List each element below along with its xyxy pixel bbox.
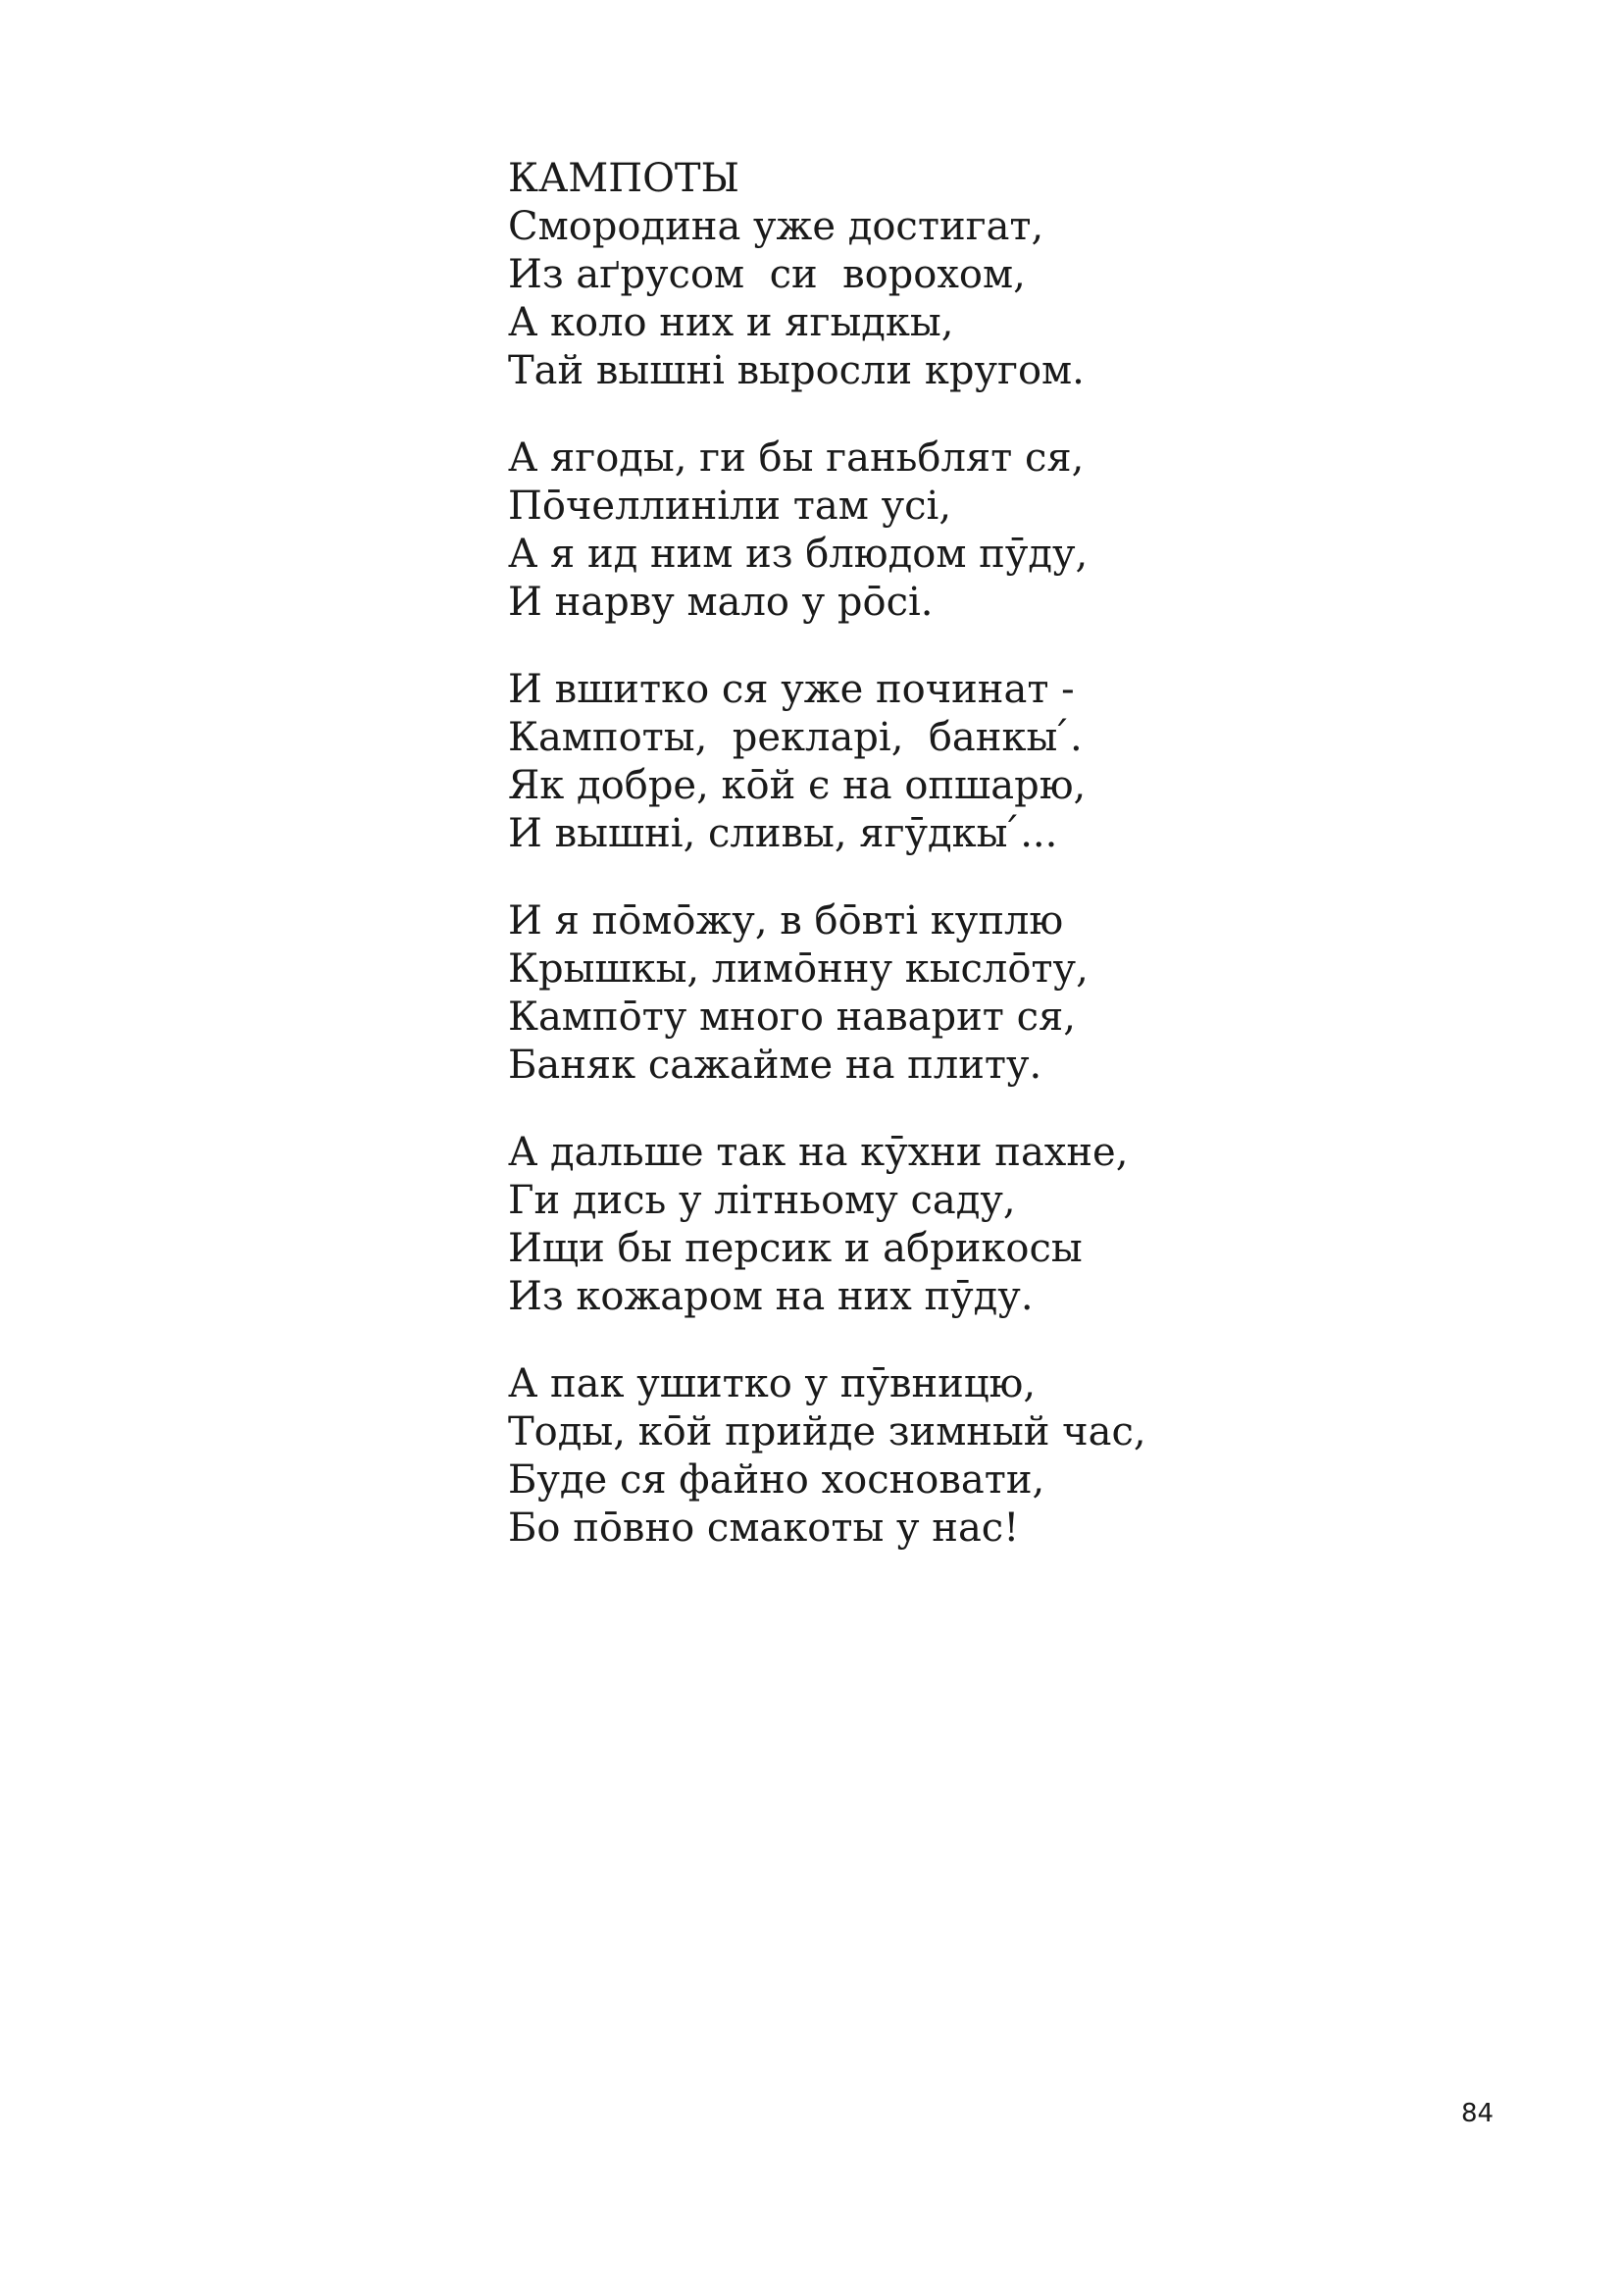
stanza-4 (508, 897, 1391, 1090)
poem-line: Ищи бы персик и абрикосы (508, 1226, 1083, 1271)
poem-line: Тоды, ко̄й прийде зимный час, (508, 1409, 1146, 1454)
poem-line: Кампоты, рекларі, банкы ́. (508, 715, 1083, 760)
stanza-1 (508, 203, 1391, 395)
poem-line: А я ид ним из блюдом пӯду, (508, 532, 1089, 577)
poem-title: КАМПОТЫ (508, 156, 739, 201)
stanza-2 (508, 434, 1391, 627)
poem-line: Бо по̄вно смакоты у нас! (508, 1505, 1020, 1551)
poem-line: Из аґрусом си ворохом, (508, 252, 1026, 297)
poem-line: Баняк сажайме на плиту. (508, 1043, 1042, 1088)
poem-line: Як добре, ко̄й є на опшарю, (508, 763, 1087, 808)
poem-line: Тай вышні выросли кругом. (508, 348, 1085, 393)
poem-line: Смородина уже достигат, (508, 204, 1044, 249)
poem-line: А коло них и ягыдкы, (508, 300, 954, 345)
poem-line: Ги дись у літньому саду, (508, 1178, 1016, 1223)
stanza-3 (508, 666, 1391, 858)
poem-line: Из кожаром на них пӯду. (508, 1274, 1034, 1319)
poem-line: А ягоды, ги бы ганьблят ся, (508, 435, 1085, 481)
stanza-6 (508, 1360, 1391, 1553)
poem-line: А пак ушитко у пӯвницю, (508, 1361, 1037, 1406)
poem-line: И вшитко ся уже починат - (508, 667, 1075, 712)
poem-line: По̄челлиніли там усі, (508, 484, 952, 529)
poem-line: И вышні, сливы, ягӯдкы ́... (508, 811, 1058, 856)
poem-line: Кампо̄ту много наварит ся, (508, 995, 1076, 1040)
poem (508, 155, 1391, 1592)
poem-line: И нарву мало у ро̄сі. (508, 580, 934, 625)
page-number: 84 (1461, 2099, 1495, 2128)
poem-line: Крышкы, лимо̄нну кысло̄ту, (508, 946, 1089, 992)
poem-line: Буде ся файно хосновати, (508, 1457, 1045, 1503)
poem-line: А дальше так на кӯхни пахне, (508, 1130, 1129, 1175)
stanza-5 (508, 1129, 1391, 1321)
poem-line: И я по̄мо̄жу, в бо̄вті куплю (508, 898, 1064, 944)
